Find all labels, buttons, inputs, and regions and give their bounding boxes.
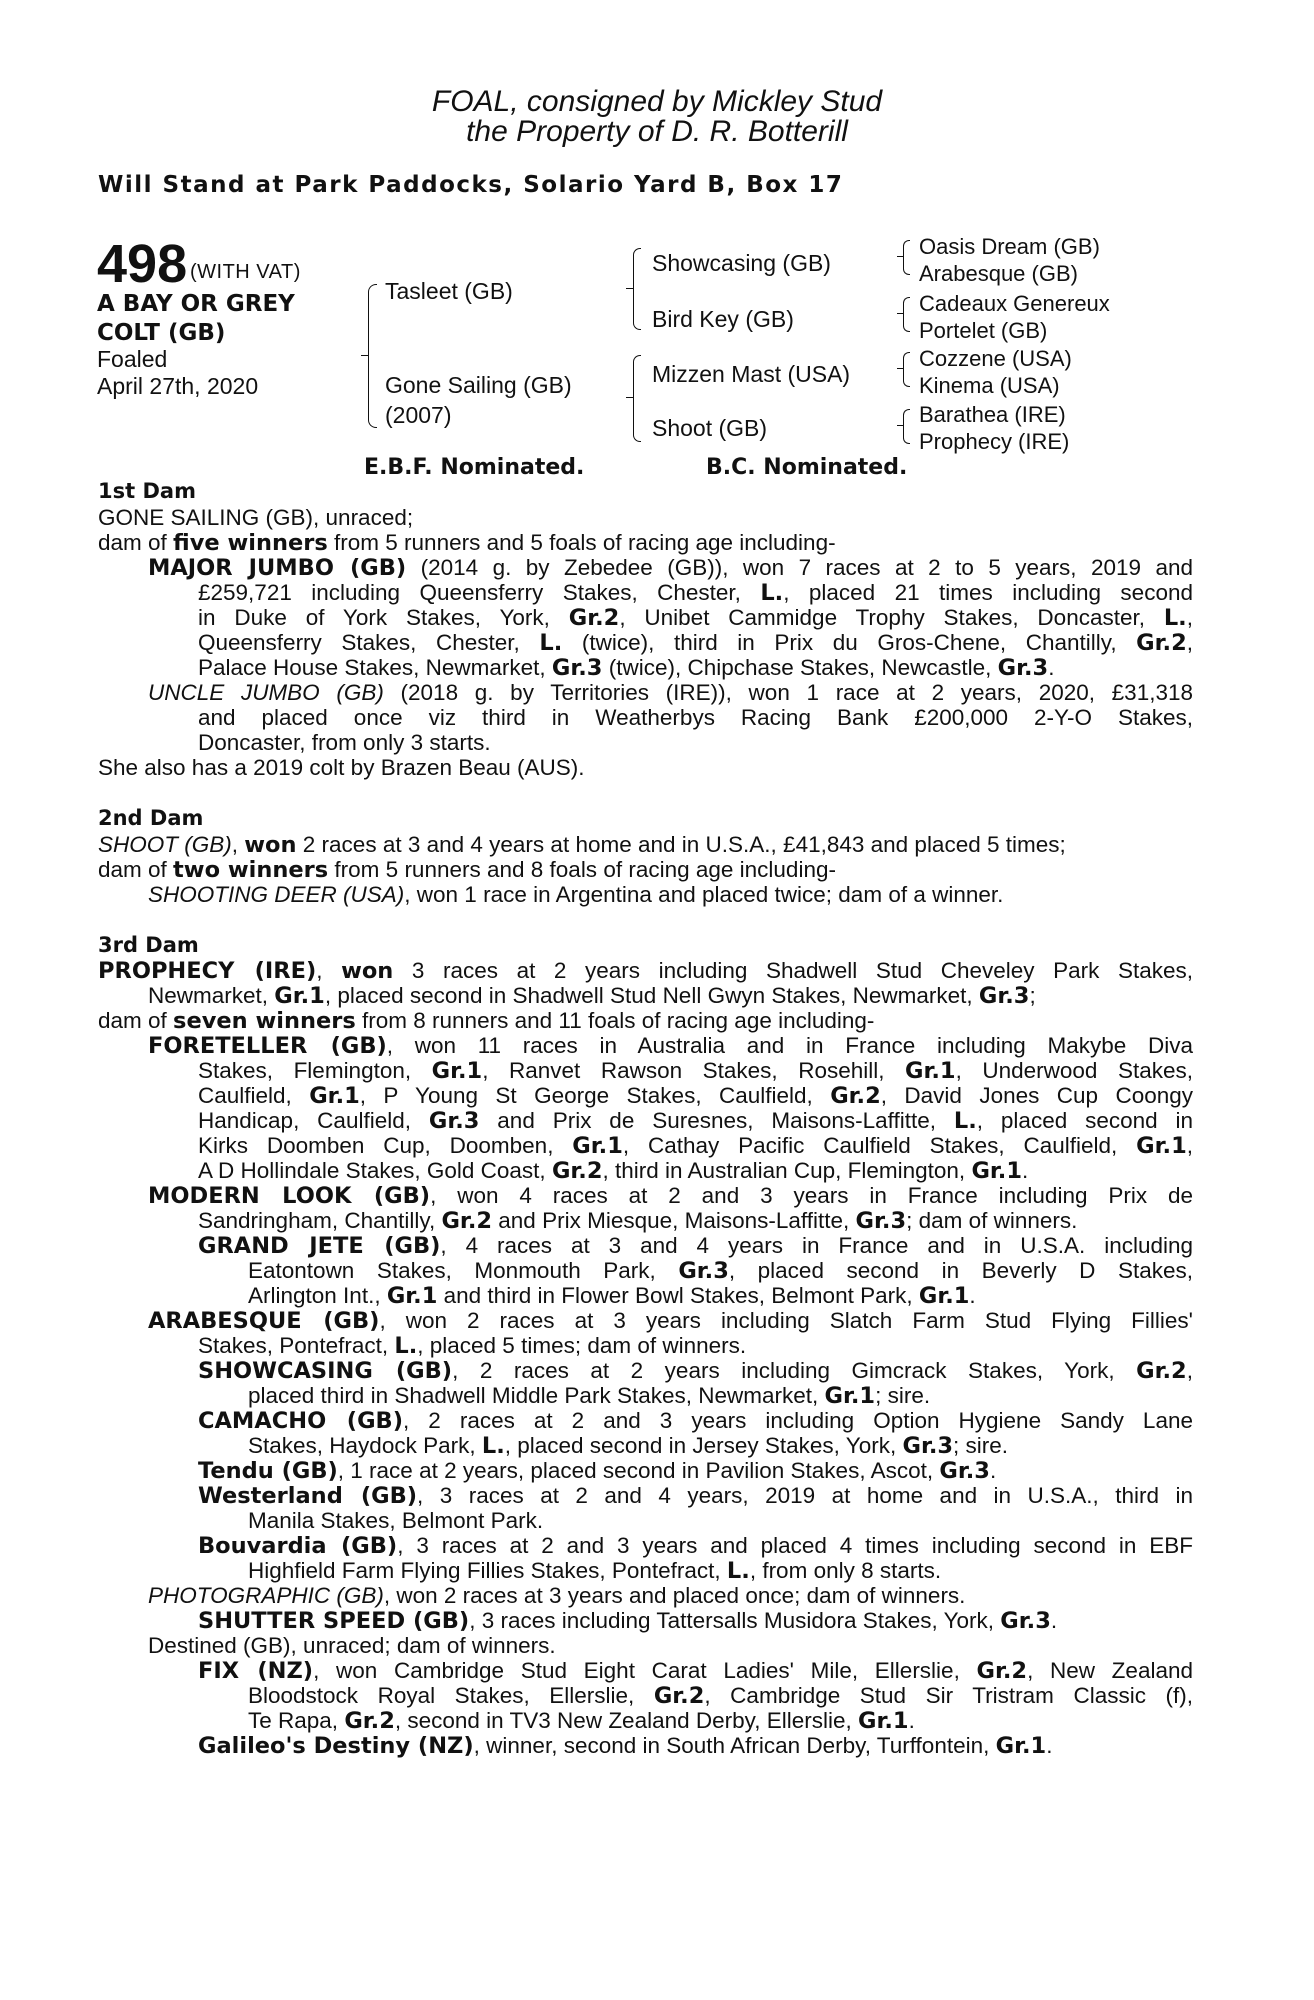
property-line: the Property of D. R. Botterill (466, 115, 848, 148)
text-line: Handicap, Caulfield, Gr.3 and Prix de Suresnes, Maisons-Laffitte, L., placed second in (198, 1108, 1194, 1134)
pedigree-g3-2: Arabesque (GB) (919, 261, 1078, 286)
horse-name: PROPHECY (IRE) (98, 958, 317, 984)
text-line: SHUTTER SPEED (GB), 3 races including Tattersalls Musidora Stakes, York, Gr.3. (198, 1608, 1058, 1634)
horse-name: SHOOT (GB) (98, 832, 232, 857)
horse-name: SHUTTER SPEED (GB) (198, 1608, 470, 1634)
text-line: Caulfield, Gr.1, P Young St George Stakes, Caulfield, Gr.2, David Jones Cup Coongy (198, 1083, 1194, 1109)
horse-name: FORETELLER (GB) (148, 1033, 387, 1059)
foaled-info (97, 346, 258, 400)
text-line: Bloodstock Royal Stakes, Ellerslie, Gr.2, Cambridge Stud Sir Tristram Classic (f), (248, 1683, 1193, 1709)
pedigree-brace-g3c (903, 352, 910, 387)
section-first-dam: 1st Dam (98, 479, 196, 503)
foaled-date: April 27th, 2020 (97, 373, 259, 399)
text-line: dam of two winners from 5 runners and 8 foals of racing age including- (98, 857, 836, 883)
pedigree-brace-gen1 (368, 284, 377, 428)
text-line: Palace House Stakes, Newmarket, Gr.3 (twice), Chipchase Stakes, Newcastle, Gr.3. (198, 655, 1055, 681)
pedigree-brace-dam-point (626, 397, 633, 398)
foaled-label: Foaled (97, 346, 168, 372)
pedigree-dam-year: (2007) (385, 402, 452, 428)
text-line: Stakes, Pontefract, L., placed 5 times; dam of winners. (198, 1333, 747, 1359)
horse-name: MAJOR JUMBO (GB) (148, 555, 407, 581)
horse-name: SHOWCASING (GB) (198, 1358, 453, 1384)
text-line: Westerland (GB), 3 races at 2 and 4 years, 2019 at home and in U.S.A., third in (198, 1483, 1193, 1509)
horse-name: GRAND JETE (GB) (198, 1233, 441, 1259)
text-line: Arlington Int., Gr.1 and third in Flower Bowl Stakes, Belmont Park, Gr.1. (248, 1283, 976, 1309)
text-line: Eatontown Stakes, Monmouth Park, Gr.3, placed second in Beverly D Stakes, (248, 1258, 1193, 1284)
text-line: FIX (NZ), won Cambridge Stud Eight Carat Ladies' Mile, Ellerslie, Gr.2, New Zealand (198, 1658, 1193, 1684)
text-line: GONE SAILING (GB), unraced; (98, 505, 414, 530)
text-line: MODERN LOOK (GB), won 4 races at 2 and 3 years in France including Prix de (148, 1183, 1194, 1209)
pedigree-g3-8: Prophecy (IRE) (919, 429, 1070, 454)
pedigree-brace-sire-point (626, 288, 633, 289)
lot-description (97, 290, 295, 348)
text-line: FORETELLER (GB), won 11 races in Australia and in France including Makybe Diva (148, 1033, 1193, 1059)
text-line: Sandringham, Chantilly, Gr.2 and Prix Miesque, Maisons-Laffitte, Gr.3; dam of winners. (198, 1208, 1078, 1234)
ebf-nominated: E.B.F. Nominated. (364, 455, 585, 480)
pedigree-g3-7: Barathea (IRE) (919, 402, 1066, 427)
text-line: SHOOT (GB), won 2 races at 3 and 4 years at home and in U.S.A., £41,843 and placed 5 times; (98, 832, 1066, 858)
pedigree-brace-g3a-point (897, 256, 904, 257)
text-line: in Duke of York Stakes, York, Gr.2, Unibet Cammidge Trophy Stakes, Doncaster, L., (198, 605, 1193, 631)
lot-description-line-1: A BAY OR GREY (97, 291, 295, 317)
pedigree-g3-1: Oasis Dream (GB) (919, 234, 1100, 259)
text-line: dam of five winners from 5 runners and 5 foals of racing age including- (98, 530, 836, 556)
horse-name: SHOOTING DEER (USA) (148, 882, 405, 907)
text-line: She also has a 2019 colt by Brazen Beau (AUS). (98, 755, 585, 780)
consignor-line: FOAL, consigned by Mickley Stud (431, 85, 883, 118)
text-line: ARABESQUE (GB), won 2 races at 3 years including Slatch Farm Stud Flying Fillies' (148, 1308, 1193, 1334)
horse-name: Galileo's Destiny (NZ) (198, 1733, 474, 1759)
horse-name: FIX (NZ) (198, 1658, 314, 1684)
horse-name: UNCLE JUMBO (GB) (148, 680, 384, 705)
pedigree-brace-g3d-point (897, 425, 904, 426)
text-line: Queensferry Stakes, Chester, L. (twice), third in Prix du Gros-Chene, Chantilly, Gr.2, (198, 630, 1193, 656)
text-line: placed third in Shadwell Middle Park Stakes, Newmarket, Gr.1; sire. (248, 1383, 931, 1409)
text-line: and placed once viz third in Weatherbys Racing Bank £200,000 2-Y-O Stakes, (198, 705, 1193, 730)
pedigree-dam-dam: Shoot (GB) (652, 415, 768, 441)
bc-nominated: B.C. Nominated. (706, 455, 908, 480)
text-line: PHOTOGRAPHIC (GB), won 2 races at 3 years and placed once; dam of winners. (148, 1583, 966, 1608)
horse-name: PHOTOGRAPHIC (GB) (148, 1583, 384, 1608)
text-line: A D Hollindale Stakes, Gold Coast, Gr.2, third in Australian Cup, Flemington, Gr.1. (198, 1158, 1029, 1184)
pedigree-brace-g3d (903, 409, 910, 444)
venue-line: Will Stand at Park Paddocks, Solario Yard B, Box 17 (98, 172, 844, 198)
horse-name: ARABESQUE (GB) (148, 1308, 380, 1334)
text-line: Manila Stakes, Belmont Park. (248, 1508, 544, 1533)
horse-name: Tendu (GB) (198, 1458, 338, 1484)
pedigree-sire-sire: Showcasing (GB) (652, 250, 831, 276)
text-line: Te Rapa, Gr.2, second in TV3 New Zealand Derby, Ellerslie, Gr.1. (248, 1708, 915, 1734)
pedigree-brace-sire (633, 248, 641, 330)
text-line: Newmarket, Gr.1, placed second in Shadwell Stud Nell Gwyn Stakes, Newmarket, Gr.3; (148, 983, 1036, 1009)
text-line: SHOWCASING (GB), 2 races at 2 years including Gimcrack Stakes, York, Gr.2, (198, 1358, 1193, 1384)
lot-number: 498 (97, 234, 188, 294)
horse-name: CAMACHO (GB) (198, 1408, 403, 1434)
pedigree-brace-g3c-point (897, 368, 904, 369)
pedigree-dam-sire: Mizzen Mast (USA) (652, 361, 851, 387)
pedigree-brace-gen1-point (361, 355, 368, 356)
horse-name: Bouvardia (GB) (198, 1533, 398, 1559)
pedigree-brace-g3b (903, 297, 910, 332)
text-line: SHOOTING DEER (USA), won 1 race in Argentina and placed twice; dam of a winner. (148, 882, 1004, 907)
pedigree-g3-6: Kinema (USA) (919, 373, 1060, 398)
vat-label: (WITH VAT) (190, 261, 301, 283)
section-second-dam: 2nd Dam (98, 806, 204, 830)
text-line: Stakes, Haydock Park, L., placed second in Jersey Stakes, York, Gr.3; sire. (248, 1433, 1009, 1459)
pedigree-brace-g3a (903, 240, 910, 275)
text-line: Highfield Farm Flying Fillies Stakes, Pontefract, L., from only 8 starts. (248, 1558, 942, 1584)
section-third-dam: 3rd Dam (98, 933, 199, 957)
text-line: Galileo's Destiny (NZ), winner, second in South African Derby, Turffontein, Gr.1. (198, 1733, 1053, 1759)
text-line: CAMACHO (GB), 2 races at 2 and 3 years including Option Hygiene Sandy Lane (198, 1408, 1193, 1434)
horse-name: Westerland (GB) (198, 1483, 418, 1509)
pedigree-sire-dam: Bird Key (GB) (652, 306, 794, 332)
horse-name: MODERN LOOK (GB) (148, 1183, 431, 1209)
pedigree-sire: Tasleet (GB) (385, 278, 513, 304)
pedigree-g3-3: Cadeaux Genereux (919, 291, 1110, 316)
text-line: UNCLE JUMBO (GB) (2018 g. by Territories (IRE)), won 1 race at 2 years, 2020, £31,318 (148, 680, 1193, 705)
text-line: Tendu (GB), 1 race at 2 years, placed second in Pavilion Stakes, Ascot, Gr.3. (198, 1458, 997, 1484)
text-line: MAJOR JUMBO (GB) (2014 g. by Zebedee (GB)), won 7 races at 2 to 5 years, 2019 and (148, 555, 1193, 581)
text-line: Kirks Doomben Cup, Doomben, Gr.1, Cathay Pacific Caulfield Stakes, Caulfield, Gr.1, (198, 1133, 1193, 1159)
text-line: Destined (GB), unraced; dam of winners. (148, 1633, 556, 1658)
pedigree-brace-dam (633, 355, 641, 442)
text-line: Doncaster, from only 3 starts. (198, 730, 491, 755)
text-line: £259,721 including Queensferry Stakes, Chester, L., placed 21 times including second (198, 580, 1193, 606)
pedigree-dam: Gone Sailing (GB) (385, 372, 572, 398)
text-line: Stakes, Flemington, Gr.1, Ranvet Rawson Stakes, Rosehill, Gr.1, Underwood Stakes, (198, 1058, 1193, 1084)
pedigree-g3-4: Portelet (GB) (919, 318, 1048, 343)
text-line: PROPHECY (IRE), won 3 races at 2 years including Shadwell Stud Cheveley Park Stakes, (98, 958, 1193, 984)
text-line: Bouvardia (GB), 3 races at 2 and 3 years and placed 4 times including second in EBF (198, 1533, 1193, 1559)
text-line: dam of seven winners from 8 runners and 11 foals of racing age including- (98, 1008, 875, 1034)
text-line: GRAND JETE (GB), 4 races at 3 and 4 years in France and in U.S.A. including (198, 1233, 1194, 1259)
pedigree-g3-5: Cozzene (USA) (919, 346, 1072, 371)
lot-description-line-2: COLT (GB) (97, 320, 226, 346)
pedigree-brace-g3b-point (897, 313, 904, 314)
